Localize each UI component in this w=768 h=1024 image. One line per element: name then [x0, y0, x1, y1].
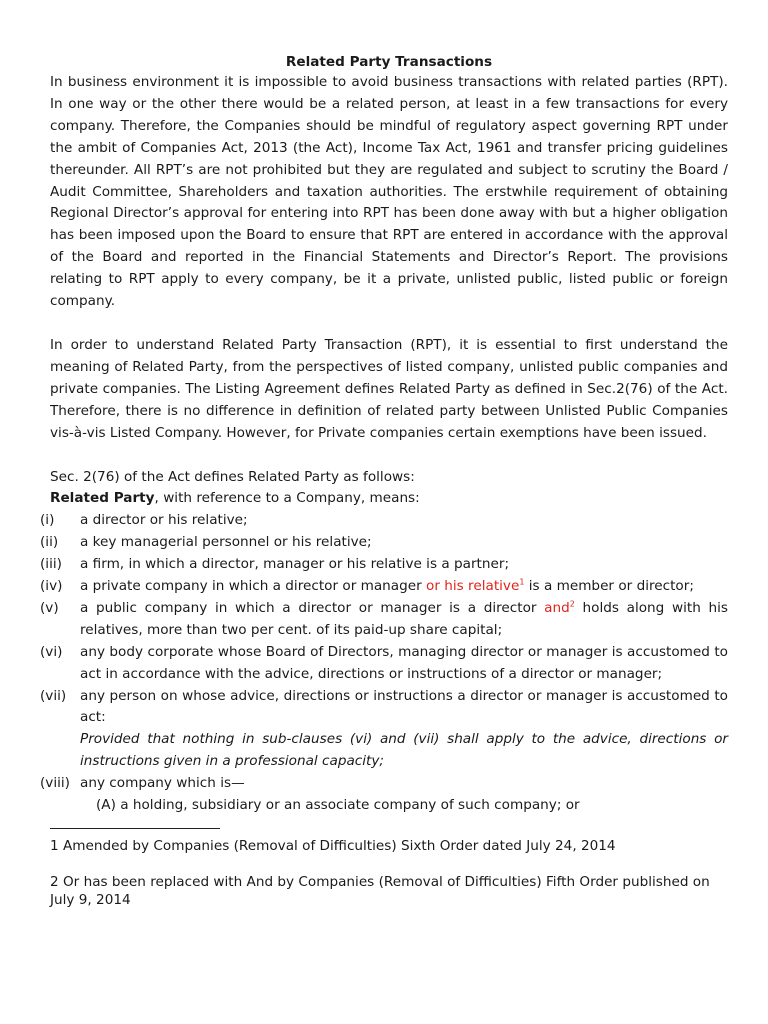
list-item — [40, 642, 728, 686]
list-item — [40, 773, 728, 795]
list-item — [40, 598, 728, 642]
list-item-text: holds along with his relatives, more than two per cent. of its paid-up share capital; — [80, 599, 728, 638]
amended-text: and — [544, 599, 570, 616]
paragraph-meaning: In order to understand Related Party Transaction (RPT), it is essential to first understand the meaning of Related Party, from the perspectives of listed company, unlisted public companies and private companies. The Listing Agreement defines Related Party as defined in Sec.2(76) of the Act. Therefore, there is no difference in definition of related party between Unlisted Public Companies vis-à-vis Listed Company. However, for Private companies certain exemptions have been issued. — [50, 336, 728, 441]
definition-term: Related Party — [50, 490, 155, 507]
list-item-text: any company which is— — [80, 775, 245, 792]
list-item — [40, 554, 728, 576]
list-item-number: (iii) — [40, 556, 62, 573]
list-item-text: a private company in which a director or manager — [80, 578, 427, 595]
footnote-marker: 1 — [519, 577, 525, 587]
list-item-text: a key managerial personnel or his relative; — [80, 534, 372, 551]
list-item-number: (viii) — [40, 775, 70, 792]
definition-rest: , with reference to a Company, means: — [154, 490, 420, 507]
list-item-number: (iv) — [40, 578, 63, 595]
list-item-number: (vii) — [40, 687, 67, 704]
paragraph-section: Sec. 2(76) of the Act defines Related Party as follows: — [50, 468, 415, 485]
list-item-text: is a member or director; — [524, 578, 694, 595]
footnote-2: 2 Or has been replaced with And by Companies (Removal of Difficulties) Fifth Order published on July 9, 2014 — [50, 874, 710, 908]
list-item-text: any body corporate whose Board of Directors, managing director or manager is accustomed to act in accordance with the advice, directions or instructions of a director or manager; — [80, 643, 728, 682]
list-item-number: (ii) — [40, 534, 59, 551]
sub-list-item: (A) a holding, subsidiary or an associate company of such company; or — [96, 797, 580, 814]
list-item-text: a director or his relative; — [80, 512, 248, 529]
footnote-marker: 2 — [569, 599, 575, 609]
amended-text: or his relative — [426, 578, 520, 595]
related-party-list — [40, 510, 728, 817]
footnote-1: 1 Amended by Companies (Removal of Difficulties) Sixth Order dated July 24, 2014 — [50, 838, 616, 854]
list-item — [40, 532, 728, 554]
footnote-separator — [50, 828, 220, 829]
list-item-number: (vi) — [40, 643, 63, 660]
list-item-text: a public company in which a director or manager is a director — [80, 599, 545, 616]
proviso-text: Provided that nothing in sub-clauses (vi) and (vii) shall apply to the advice, directions or instructions given in a professional capacity; — [80, 731, 728, 770]
list-item-number: (i) — [40, 512, 55, 529]
list-item — [40, 686, 728, 774]
list-item-number: (v) — [40, 599, 59, 616]
list-item-text: a firm, in which a director, manager or his relative is a partner; — [80, 556, 510, 573]
document-page — [40, 52, 728, 909]
list-item — [40, 576, 728, 598]
paragraph-intro: In business environment it is impossible to avoid business transactions with related parties (RPT). In one way or the other there would be a related person, at least in a few transactions for every company. Therefore, the Companies should be mindful of regulatory aspect governing RPT under the ambit of Companies Act, 2013 (the Act), Income Tax Act, 1961 and transfer pricing guidelines thereunder. All RPT’s are not prohibited but they are regulated and subject to scrutiny the Board / Audit Committee, Shareholders and taxation authorities. The erstwhile requirement of obtaining Regional Director’s approval for entering into RPT has been done away with but a higher obligation has been imposed upon the Board to ensure that RPT are entered in accordance with the approval of the Board and reported in the Financial Statements and Director’s Report. The provisions relating to RPT apply to every company, be it a private, unlisted public, listed public or foreign company. — [50, 74, 728, 310]
list-item — [40, 510, 728, 532]
definition-heading — [50, 488, 728, 510]
list-item-text: any person on whose advice, directions or instructions a director or manager is accustomed to act: — [80, 687, 728, 726]
document-title: Related Party Transactions — [285, 54, 493, 70]
